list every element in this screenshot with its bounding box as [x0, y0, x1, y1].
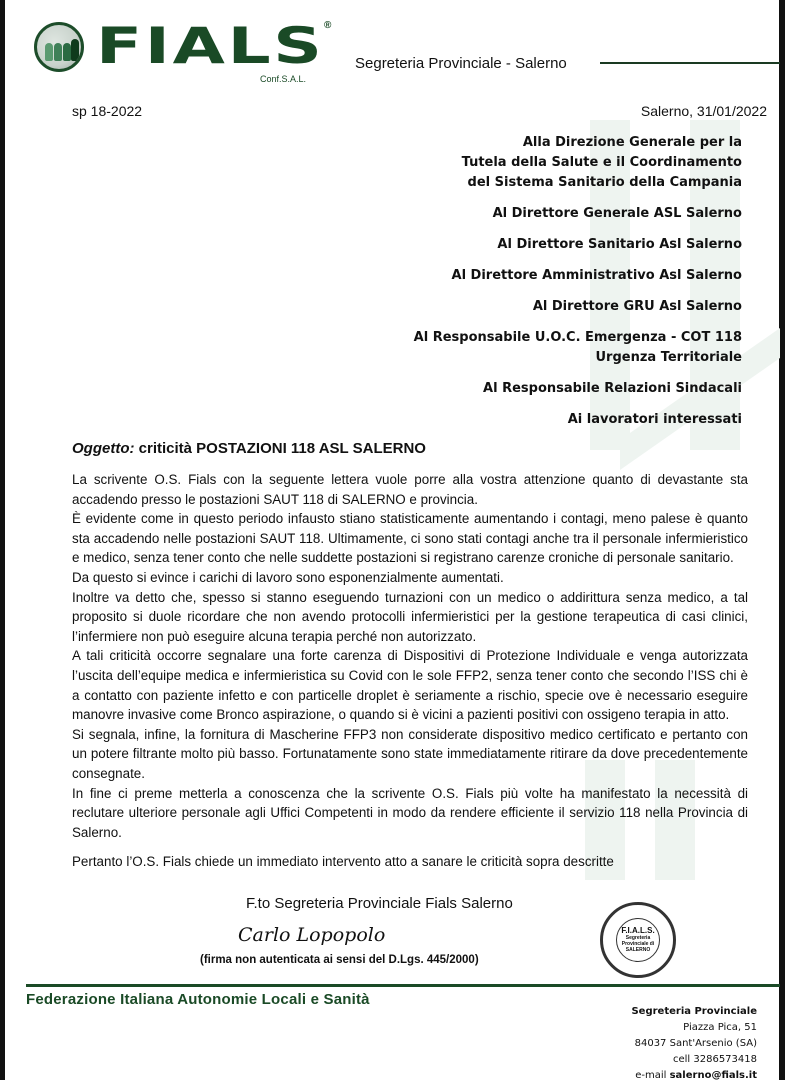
recipient-line: Al Responsabile U.O.C. Emergenza - COT 118: [413, 330, 742, 345]
recipient: [322, 133, 742, 193]
body-paragraph: In fine ci preme metterla a conoscenza che la scrivente O.S. Fials più volte ha manifestato la necessità di reclutare ulteriore personale agli Uffici Competenti in modo da rendere efficiente il servizio 118 nella Provincia di Salerno.: [72, 785, 748, 840]
recipient: [322, 297, 742, 317]
recipient: [322, 235, 742, 255]
recipient-line: Al Direttore GRU Asl Salerno: [532, 299, 742, 314]
official-stamp: [600, 902, 676, 978]
footer-email-label: e-mail: [635, 1070, 667, 1081]
body-paragraph: La scrivente O.S. Fials con la seguente lettera vuole porre alla vostra attenzione quanto di devastante sta accadendo presso le postazioni SAUT 118 di SALERNO e provincia.: [72, 472, 748, 507]
letter-body: [72, 470, 748, 872]
place-date: Salerno, 31/01/2022: [640, 103, 767, 119]
recipient-line: Al Direttore Sanitario Asl Salerno: [497, 237, 742, 252]
recipient-line: Tutela della Salute e il Coordinamento: [461, 155, 742, 170]
body-paragraph: Pertanto l’O.S. Fials chiede un immediato intervento atto a sanare le criticità sopra descritte: [72, 854, 614, 870]
logo-wordmark: FIALS: [96, 17, 325, 75]
footer-organization: Federazione Italiana Autonomie Locali e Sanità: [26, 991, 370, 1008]
recipient: [322, 328, 742, 368]
recipient-line: Urgenza Territoriale: [595, 350, 742, 365]
footer-rule: [26, 984, 780, 987]
footer-office: Segreteria Provinciale: [631, 1006, 757, 1017]
stamp-center: [616, 918, 660, 962]
body-paragraph: Si segnala, infine, la fornitura di Mascherine FFP3 non considerate dispositivo medico certificato e pertanto con un potere filtrante molto più basso. Fortunatamente sono state immediatamente ritirare da dove precedentemente consegnate.: [72, 726, 748, 781]
recipient: [322, 379, 742, 399]
people-emblem-icon: [34, 22, 84, 72]
recipient: [322, 266, 742, 286]
stamp-line: Segreteria: [625, 935, 651, 941]
footer-city: 84037 Sant'Arsenio (SA): [634, 1038, 757, 1049]
footer-cell: 3286573418: [693, 1054, 757, 1065]
subject-label: Oggetto:: [72, 440, 135, 457]
logo-subtitle: Conf.S.A.L.: [260, 74, 307, 84]
body-paragraph: È evidente come in questo periodo infausto stiano statisticamente aumentando i contagi, meno palese è quanto sta accadendo nelle postazioni SAUT 118. Ultimamente, ci sono stati contagi anche tra il personale infermieristico e medico, senza tener conto che nelle suddette postazioni si registrano carenze croniche di personale sanitario.: [72, 511, 748, 566]
subject-text: criticità POSTAZIONI 118 ASL SALERNO: [138, 440, 426, 457]
office-heading: Segreteria Provinciale - Salerno: [355, 55, 567, 72]
footer-cell-label: cell: [672, 1054, 691, 1065]
recipients-block: [322, 133, 742, 441]
recipient: [322, 204, 742, 224]
recipient-line: Alla Direzione Generale per la: [522, 135, 742, 150]
stamp-title: F.I.A.L.S.: [621, 926, 655, 935]
recipient-line: Al Direttore Generale ASL Salerno: [492, 206, 742, 221]
footer-contact: [631, 1004, 757, 1084]
recipient-line: Al Responsabile Relazioni Sindacali: [483, 381, 742, 396]
recipient-line: Al Direttore Amministrativo Asl Salerno: [451, 268, 742, 283]
recipient-line: del Sistema Sanitario della Campania: [467, 175, 742, 190]
handwritten-signature: Carlo Lopopolo: [238, 924, 386, 946]
protocol-number: sp 18-2022: [72, 103, 143, 119]
recipient-line: Ai lavoratori interessati: [567, 412, 742, 427]
footer-email[interactable]: salerno@fials.it: [669, 1070, 757, 1081]
stamp-line: SALERNO: [625, 947, 651, 953]
subject-line: [72, 440, 426, 457]
signature-org: F.to Segreteria Provinciale Fials Salerno: [246, 895, 513, 912]
fials-logo: [34, 17, 334, 84]
header-rule: [600, 62, 780, 64]
body-paragraph: A tali criticità occorre segnalare una forte carenza di Dispositivi di Protezione Individuale e venga autorizzata l’uscita dell’equipe medica e infermieristica su Covid con le sole FFP2, senza tener conto che secondo l’ISS chi è a contatto con paziente infetto e con particelle droplet è seriamente a rischio, specie ove è necessario eseguire manovre invasive come Bronco aspirazione, o quando si è vicini a pazienti positivi con ossigeno terapia in atto.: [72, 648, 748, 723]
stamp-line: Provinciale di: [621, 941, 655, 947]
body-paragraph: Da questo si evince i carichi di lavoro sono esponenzialmente aumentati.: [72, 569, 504, 585]
footer-address: Piazza Pica, 51: [683, 1022, 757, 1033]
registered-mark: ®: [324, 20, 332, 31]
signature-note: (firma non autenticata ai sensi del D.Lgs. 445/2000): [200, 954, 479, 966]
body-paragraph: Inoltre va detto che, spesso si stanno eseguendo turnazioni con un medico o addirittura senza medico, a tal proposito si duole ricordare che non avendo protocolli infermieristici per la gestione terapeutica di casi clinici, l’infermiere non può eseguire alcuna terapia perché non autorizzato.: [72, 589, 748, 644]
recipient: [322, 410, 742, 430]
